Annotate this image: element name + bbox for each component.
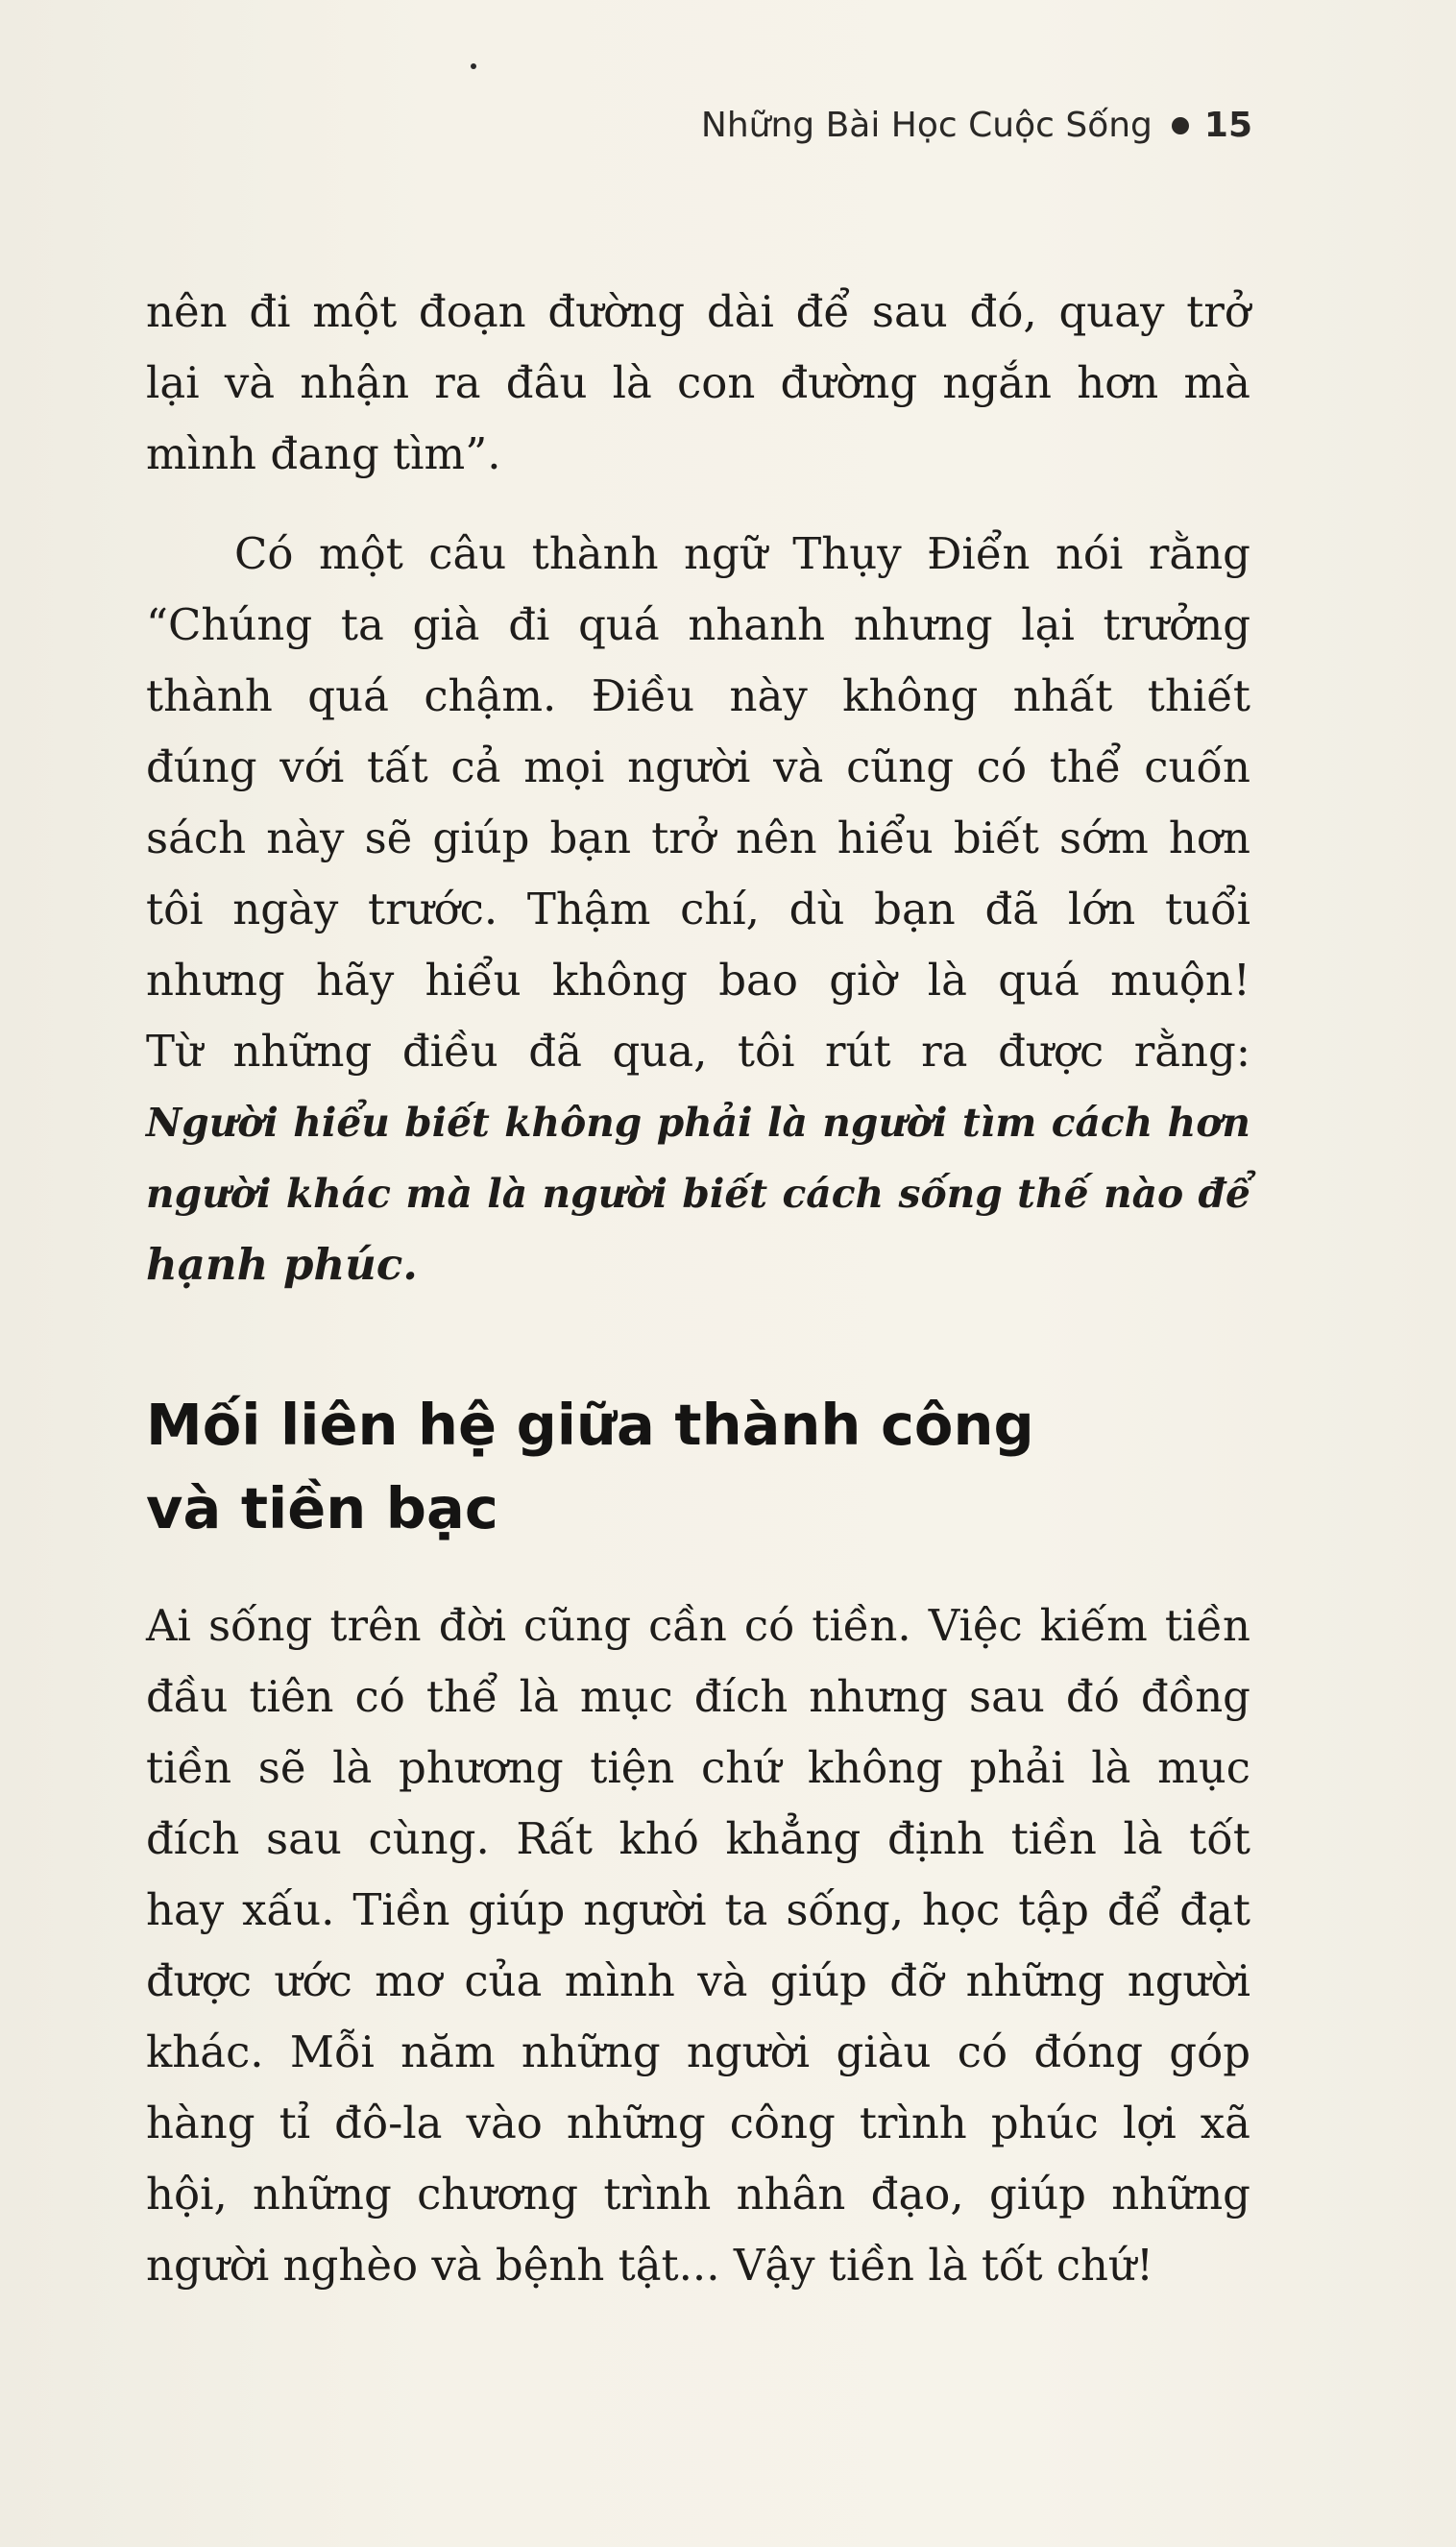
text-line: tôi ngày trước. Thậm chí, dù bạn đã lớn tuổi — [146, 884, 1250, 934]
text-line: Từ những điều đã qua, tôi rút ra được rằng: — [146, 1026, 1250, 1077]
paragraph-3 — [146, 1590, 1250, 2301]
text-line: “Chúng ta già đi quá nhanh nhưng lại trưởng — [146, 599, 1250, 650]
heading-line: Mối liên hệ giữa thành công — [146, 1392, 1034, 1458]
text-line: đầu tiên có thể là mục đích nhưng sau đó đồng — [146, 1671, 1250, 1722]
text-line: Ai sống trên đời cũng cần có tiền. Việc kiếm tiền — [146, 1600, 1250, 1651]
print-speck — [471, 63, 476, 69]
quote-line: Người hiểu biết không phải là người tìm cách hơn — [146, 1100, 1250, 1146]
section-heading — [146, 1383, 1250, 1550]
text-line: nhưng hãy hiểu không bao giờ là quá muộn! — [146, 955, 1250, 1006]
quote-line: hạnh phúc. — [146, 1239, 418, 1290]
quote-line: người khác mà là người biết cách sống thế nào để — [146, 1171, 1250, 1217]
paragraph-2 — [146, 519, 1250, 1087]
text-line: đích sau cùng. Rất khó khẳng định tiền là tốt — [146, 1813, 1250, 1864]
text-line: đúng với tất cả mọi người và cũng có thể cuốn — [146, 741, 1250, 792]
text-line: người nghèo và bệnh tật... Vậy tiền là tốt chứ! — [146, 2240, 1154, 2291]
heading-line: và tiền bạc — [146, 1475, 498, 1541]
text-line: hội, những chương trình nhân đạo, giúp những — [146, 2169, 1250, 2220]
text-line: mình đang tìm”. — [146, 428, 501, 479]
running-header — [701, 106, 1252, 145]
page-number: 15 — [1203, 106, 1252, 145]
text-line: lại và nhận ra đâu là con đường ngắn hơn mà — [146, 357, 1250, 408]
text-line: thành quá chậm. Điều này không nhất thiết — [146, 670, 1250, 721]
text-line: Có một câu thành ngữ Thụy Điển nói rằng — [234, 528, 1250, 579]
text-line: tiền sẽ là phương tiện chứ không phải là mục — [146, 1742, 1250, 1793]
book-title: Những Bài Học Cuộc Sống — [700, 106, 1153, 145]
text-line: khác. Mỗi năm những người giàu có đóng góp — [146, 2026, 1250, 2077]
bullet-separator — [1172, 117, 1189, 134]
text-line: hay xấu. Tiền giúp người ta sống, học tập để đạt — [146, 1884, 1250, 1935]
text-line: nên đi một đoạn đường dài để sau đó, quay trở — [146, 286, 1250, 337]
paragraph-1 — [146, 277, 1250, 490]
text-line: được ước mơ của mình và giúp đỡ những người — [146, 1955, 1250, 2006]
text-line: sách này sẽ giúp bạn trở nên hiểu biết sớm hơn — [146, 813, 1250, 863]
text-line: hàng tỉ đô-la vào những công trình phúc lợi xã — [146, 2098, 1250, 2148]
quote-paragraph — [146, 1087, 1250, 1300]
